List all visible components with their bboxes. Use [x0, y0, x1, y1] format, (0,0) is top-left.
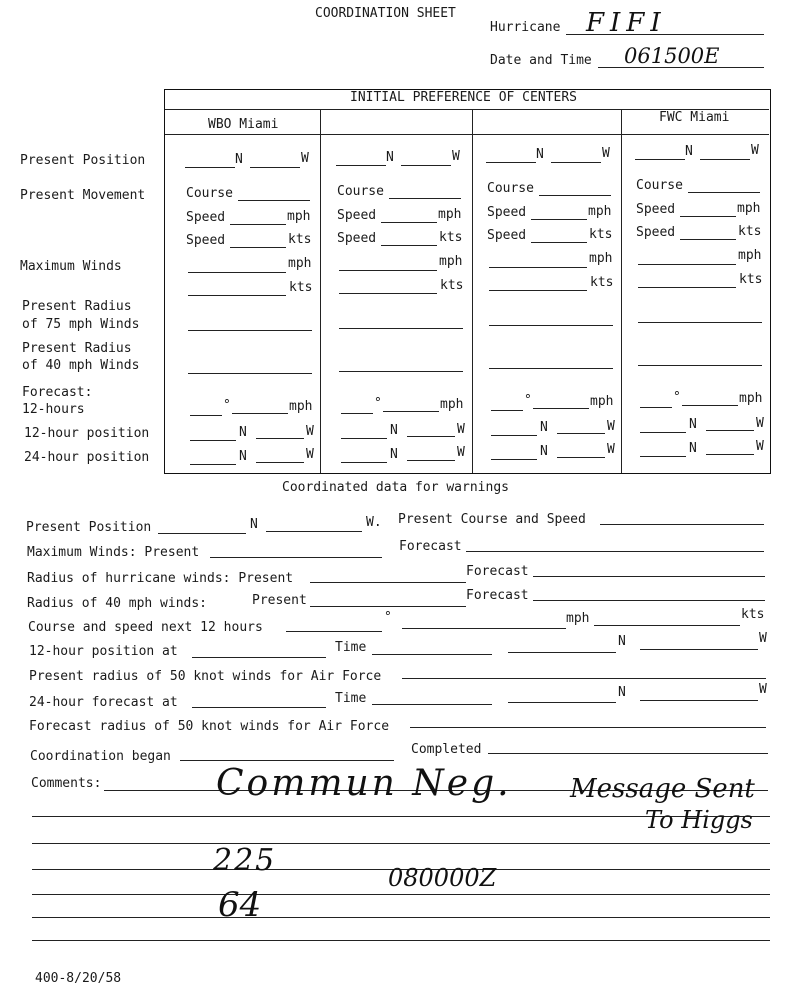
col1-pos12-lon-line	[256, 438, 304, 439]
row-label-present-movement: Present Movement	[20, 188, 146, 203]
col1-forecast-mph-unit: mph	[289, 399, 313, 414]
col1-position-lon-line	[250, 167, 300, 168]
col2-speed-mph-line	[381, 222, 437, 223]
col4-radius-75-line	[638, 322, 762, 323]
col2-pos24-lon-line	[407, 460, 455, 461]
coord-radius-40-forecast-line	[533, 600, 765, 601]
col3-position-w: W	[602, 146, 610, 161]
coord-completed-line	[488, 753, 768, 754]
coord-12-hour-w: W	[759, 631, 767, 646]
col3-position-lat-line	[486, 162, 536, 163]
col1-course-label: Course	[186, 186, 233, 201]
coord-course-speed-12-label: Course and speed next 12 hours	[28, 620, 263, 635]
col3-max-winds-kts-line	[489, 290, 587, 291]
col4-speed-kts-label: Speed	[636, 225, 676, 240]
comments-line-6	[32, 917, 770, 918]
col1-max-winds-mph-line	[188, 272, 286, 273]
col1-speed-mph-unit: mph	[287, 209, 311, 224]
coord-12-hour-lat-line	[508, 652, 616, 653]
coord-present-lon-line	[266, 531, 362, 532]
col1-forecast-course-line	[190, 415, 222, 416]
coord-present-w: W.	[366, 515, 382, 530]
col1-forecast-speed-line	[232, 413, 288, 414]
coord-speed-kts-label: kts	[741, 607, 765, 622]
row-label-forecast: Forecast:	[22, 385, 93, 400]
coord-24-hour-time-label: Time	[335, 691, 367, 706]
col1-pos24-w: W	[306, 447, 314, 462]
col3-pos24-w: W	[607, 442, 615, 457]
col2-radius-75-line	[339, 328, 463, 329]
col2-speed-kts-line	[381, 245, 437, 246]
col4-forecast-speed-line	[682, 405, 738, 406]
col2-forecast-speed-line	[383, 411, 439, 412]
col2-forecast-mph-unit: mph	[440, 397, 464, 412]
coord-24-hour-n: N	[618, 685, 626, 700]
col2-max-winds-mph-unit: mph	[439, 254, 463, 269]
row-label-12-hour-position: 12-hour position	[24, 426, 150, 441]
coord-radius-40-label: Radius of 40 mph winds:	[27, 596, 208, 611]
col3-speed-mph-unit: mph	[588, 204, 612, 219]
coord-max-winds-line	[210, 557, 382, 558]
col2-radius-40-line	[339, 371, 463, 372]
col2-pos12-lon-line	[407, 436, 455, 437]
col1-max-winds-kts-line	[188, 295, 286, 296]
date-time-handwritten: 061500E	[624, 44, 720, 68]
coord-radius-50kt-line	[402, 678, 766, 679]
coord-max-winds-label: Maximum Winds: Present	[27, 545, 200, 560]
column-header-wbo-miami: WBO Miami	[208, 117, 279, 132]
col2-pos12-lat-line	[341, 438, 387, 439]
hurricane-name-handwritten: FIFI	[586, 8, 667, 38]
col3-radius-75-line	[489, 325, 613, 326]
col3-position-n: N	[536, 147, 544, 162]
col1-speed-kts-unit: kts	[288, 232, 312, 247]
coord-completed-label: Completed	[411, 742, 482, 757]
form-number: 400-8/20/58	[35, 971, 122, 986]
coord-12-hour-time-label: Time	[335, 640, 367, 655]
col1-max-winds-mph-unit: mph	[288, 256, 312, 271]
coord-radius-hurricane-forecast-label: Forecast	[466, 564, 529, 579]
col3-forecast-degree: °	[524, 393, 532, 408]
col1-pos24-n: N	[239, 449, 247, 464]
coord-forecast-radius-50kt-line	[410, 727, 766, 728]
col2-forecast-degree: °	[374, 396, 382, 411]
row-label-radius75-line1: Present Radius	[22, 299, 132, 314]
coord-present-n: N	[250, 517, 258, 532]
col1-radius-75-line	[188, 330, 312, 331]
coord-radius-hurricane-forecast-line	[533, 576, 765, 577]
coord-12-hour-at-line	[192, 657, 326, 658]
col3-forecast-speed-line	[533, 408, 589, 409]
col4-position-lat-line	[635, 159, 685, 160]
col4-course-line	[688, 192, 760, 193]
col1-speed-mph-line	[230, 224, 286, 225]
col2-speed-kts-label: Speed	[337, 231, 377, 246]
coord-24-hour-lon-line	[640, 700, 758, 701]
col2-speed-mph-unit: mph	[438, 207, 462, 222]
col3-pos24-lon-line	[557, 457, 605, 458]
col4-forecast-course-line	[640, 407, 672, 408]
coord-course-12-line	[286, 631, 382, 632]
coord-present-course-speed-label: Present Course and Speed	[398, 512, 586, 527]
comments-line-3	[32, 843, 770, 844]
col3-speed-kts-line	[531, 242, 587, 243]
col4-speed-kts-unit: kts	[738, 224, 762, 239]
col1-speed-kts-line	[230, 247, 286, 248]
col1-position-w: W	[301, 151, 309, 166]
sheet-title: COORDINATION SHEET	[315, 6, 456, 21]
col2-speed-mph-label: Speed	[337, 208, 377, 223]
col4-speed-mph-label: Speed	[636, 202, 676, 217]
coord-24-hour-at-line	[192, 707, 326, 708]
col4-max-winds-mph-unit: mph	[738, 248, 762, 263]
col1-pos12-w: W	[306, 424, 314, 439]
coord-course-12-degree: °	[384, 610, 392, 625]
col4-forecast-degree: °	[673, 390, 681, 405]
comments-line-7	[32, 940, 770, 941]
col3-speed-kts-label: Speed	[487, 228, 527, 243]
coord-coordination-began-line	[180, 760, 394, 761]
col4-course-label: Course	[636, 178, 683, 193]
col2-forecast-course-line	[341, 413, 373, 414]
coord-max-winds-forecast-line	[466, 551, 764, 552]
col4-max-winds-kts-unit: kts	[739, 272, 763, 287]
coord-12-hour-position-label: 12-hour position at	[29, 644, 178, 659]
col3-speed-mph-line	[531, 219, 587, 220]
col4-position-w: W	[751, 143, 759, 158]
col3-forecast-course-line	[491, 410, 523, 411]
coord-present-position-label: Present Position	[26, 520, 152, 535]
col2-max-winds-kts-unit: kts	[440, 278, 464, 293]
col3-pos12-n: N	[540, 420, 548, 435]
column-divider-3	[621, 110, 622, 473]
col2-speed-kts-unit: kts	[439, 230, 463, 245]
coord-comments-label: Comments:	[31, 776, 102, 791]
col1-forecast-degree: °	[223, 398, 231, 413]
col4-pos24-w: W	[756, 439, 764, 454]
col3-forecast-mph-unit: mph	[590, 394, 614, 409]
coord-speed-kts-line	[594, 625, 740, 626]
col4-pos24-lat-line	[640, 456, 686, 457]
col2-position-w: W	[452, 149, 460, 164]
column-divider-2	[472, 110, 473, 473]
initial-preference-title: INITIAL PREFERENCE OF CENTERS	[350, 90, 577, 105]
handwritten-comment-1: Commun Neg.	[216, 763, 512, 804]
handwritten-comment-3: To Higgs	[645, 806, 753, 834]
coord-12-hour-lon-line	[640, 649, 758, 650]
col3-pos12-w: W	[607, 419, 615, 434]
col3-course-line	[539, 195, 611, 196]
col2-max-winds-kts-line	[339, 293, 437, 294]
col4-max-winds-kts-line	[638, 287, 736, 288]
col1-pos12-n: N	[239, 425, 247, 440]
col3-pos12-lon-line	[557, 433, 605, 434]
col2-pos12-n: N	[390, 423, 398, 438]
handwritten-note-2: 080000Z	[388, 864, 497, 892]
col1-radius-40-line	[188, 373, 312, 374]
col4-position-n: N	[685, 144, 693, 159]
col1-pos12-lat-line	[190, 440, 236, 441]
col4-pos12-w: W	[756, 416, 764, 431]
col2-max-winds-mph-line	[339, 270, 437, 271]
table-header-divider	[165, 134, 769, 135]
coord-12-hour-time-line	[372, 654, 492, 655]
col4-pos12-n: N	[689, 417, 697, 432]
col3-pos12-lat-line	[491, 435, 537, 436]
col1-speed-kts-label: Speed	[186, 233, 226, 248]
row-label-24-hour-position: 24-hour position	[24, 450, 150, 465]
coord-radius-50kt-label: Present radius of 50 knot winds for Air Force	[29, 669, 382, 684]
col4-pos12-lon-line	[706, 430, 754, 431]
coord-radius-hurricane-line	[310, 582, 466, 583]
row-label-present-position: Present Position	[20, 153, 146, 168]
col4-max-winds-mph-line	[638, 264, 736, 265]
row-label-radius40-line1: Present Radius	[22, 341, 132, 356]
col4-position-lon-line	[700, 159, 750, 160]
col3-speed-mph-label: Speed	[487, 205, 527, 220]
col4-forecast-mph-unit: mph	[739, 391, 763, 406]
col2-pos24-lat-line	[341, 462, 387, 463]
col3-radius-40-line	[489, 368, 613, 369]
coord-forecast-radius-50kt-label: Forecast radius of 50 knot winds for Air Force	[29, 719, 390, 734]
coord-12-hour-n: N	[618, 634, 626, 649]
col2-position-n: N	[386, 150, 394, 165]
col1-pos24-lat-line	[190, 464, 236, 465]
col2-pos12-w: W	[457, 422, 465, 437]
col3-max-winds-kts-unit: kts	[590, 275, 614, 290]
hurricane-label: Hurricane	[490, 20, 561, 35]
row-label-radius40-line2: of 40 mph Winds	[22, 358, 140, 373]
col4-pos24-n: N	[689, 441, 697, 456]
column-header-fwc-miami: FWC Miami	[659, 110, 730, 125]
col4-radius-40-line	[638, 365, 762, 366]
col2-course-label: Course	[337, 184, 384, 199]
coord-radius-40-present-label: Present	[252, 593, 307, 608]
row-label-maximum-winds: Maximum Winds	[20, 259, 122, 274]
coordinated-data-title: Coordinated data for warnings	[282, 480, 509, 495]
initial-preference-table	[164, 89, 771, 474]
coord-coordination-began-label: Coordination began	[30, 749, 171, 764]
col4-speed-mph-unit: mph	[737, 201, 761, 216]
col4-speed-mph-line	[680, 216, 736, 217]
row-label-radius75-line2: of 75 mph Winds	[22, 317, 140, 332]
handwritten-comment-2: Message Sent	[570, 774, 755, 804]
col2-pos24-n: N	[390, 447, 398, 462]
col4-speed-kts-line	[680, 239, 736, 240]
col1-speed-mph-label: Speed	[186, 210, 226, 225]
col2-course-line	[389, 198, 461, 199]
handwritten-note-1: 225	[213, 843, 277, 878]
col3-pos24-lat-line	[491, 459, 537, 460]
coord-max-winds-forecast-label: Forecast	[399, 539, 462, 554]
col3-pos24-n: N	[540, 444, 548, 459]
date-time-label: Date and Time	[490, 53, 592, 68]
col2-pos24-w: W	[457, 445, 465, 460]
col2-position-lat-line	[336, 165, 386, 166]
coord-radius-hurricane-label: Radius of hurricane winds: Present	[27, 571, 294, 586]
handwritten-note-3: 64	[218, 885, 262, 925]
col1-course-line	[238, 200, 310, 201]
col1-pos24-lon-line	[256, 462, 304, 463]
coord-speed-mph-label: mph	[566, 611, 590, 626]
coord-radius-40-forecast-label: Forecast	[466, 588, 529, 603]
coord-present-course-speed-line	[600, 524, 764, 525]
col1-position-n: N	[235, 152, 243, 167]
col2-position-lon-line	[401, 165, 451, 166]
coord-radius-40-line	[310, 606, 466, 607]
col3-max-winds-mph-unit: mph	[589, 251, 613, 266]
column-divider-1	[320, 110, 321, 473]
coord-present-lat-line	[158, 533, 246, 534]
coord-24-hour-w: W	[759, 682, 767, 697]
coord-speed-mph-line	[402, 628, 566, 629]
row-label-forecast-12h: 12-hours	[22, 402, 85, 417]
col3-max-winds-mph-line	[489, 267, 587, 268]
col3-course-label: Course	[487, 181, 534, 196]
col1-max-winds-kts-unit: kts	[289, 280, 313, 295]
coord-24-hour-time-line	[372, 704, 492, 705]
col3-position-lon-line	[551, 162, 601, 163]
col3-speed-kts-unit: kts	[589, 227, 613, 242]
comments-line-5	[32, 894, 770, 895]
col1-position-lat-line	[185, 167, 235, 168]
col4-pos24-lon-line	[706, 454, 754, 455]
col4-pos12-lat-line	[640, 432, 686, 433]
coord-24-hour-lat-line	[508, 702, 616, 703]
coord-24-hour-forecast-label: 24-hour forecast at	[29, 695, 178, 710]
